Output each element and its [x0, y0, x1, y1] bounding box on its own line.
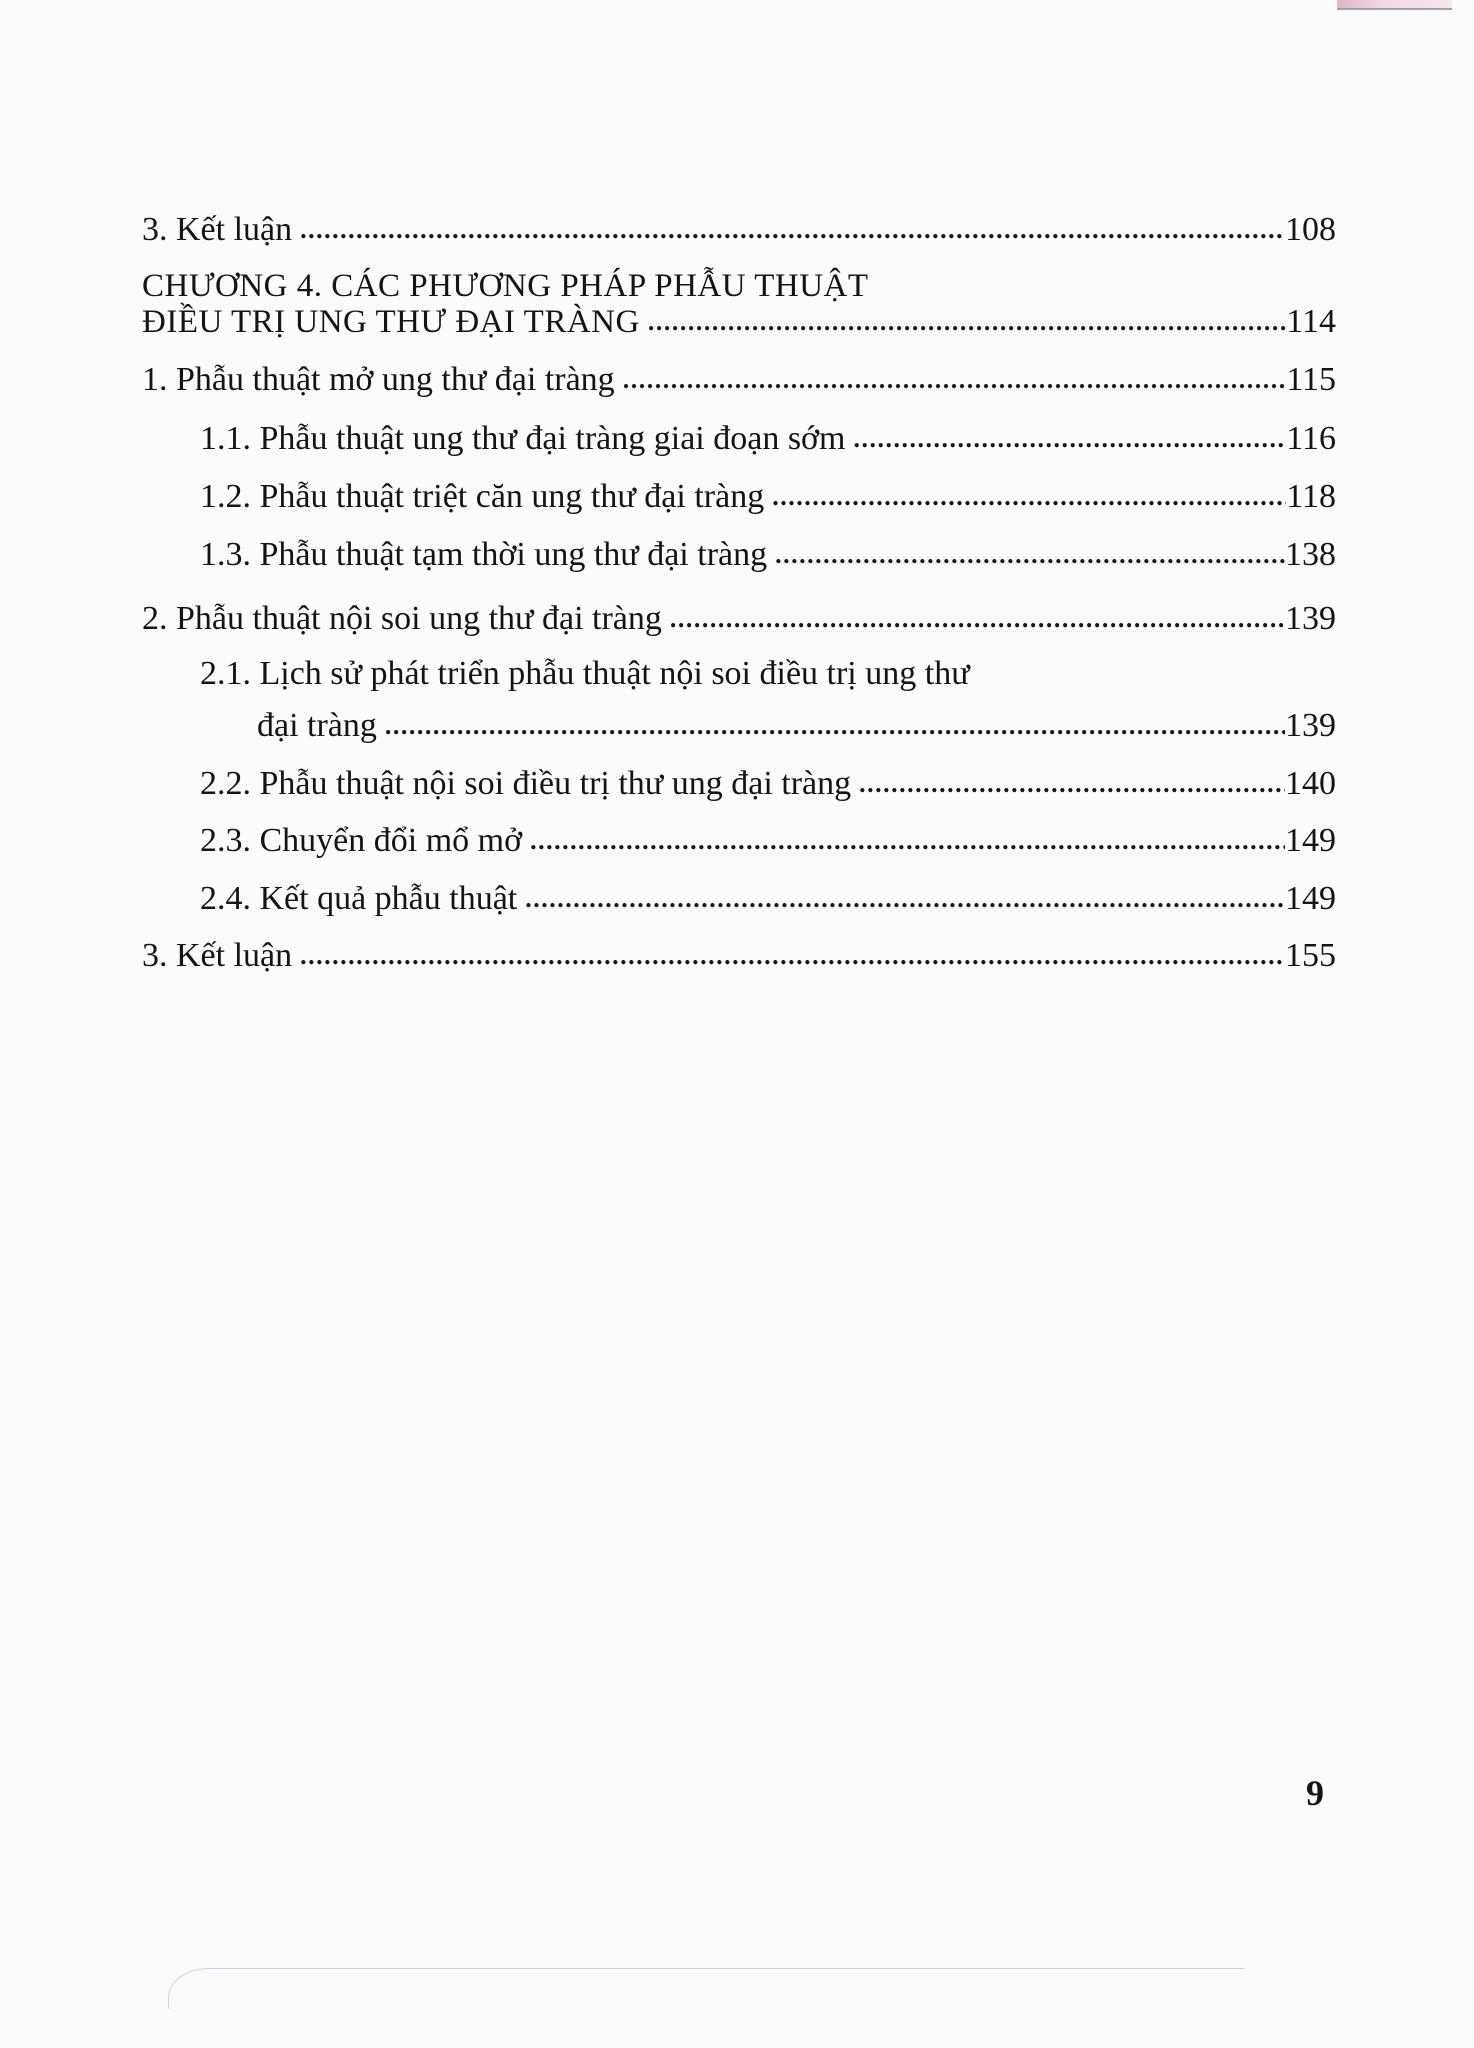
toc-entry[interactable]: [142, 652, 1336, 696]
toc-entry-page: 108: [1285, 211, 1336, 248]
toc-entry[interactable]: [142, 877, 1336, 921]
scan-artifact-edge: [168, 1968, 1244, 2009]
dot-leader: [648, 300, 1286, 344]
toc-entry-label: 1.3. Phẫu thuật tạm thời ung thư đại tràng: [200, 536, 768, 573]
dot-leader: [772, 475, 1286, 519]
toc-entry[interactable]: [142, 475, 1336, 519]
toc-entry[interactable]: [142, 533, 1336, 577]
toc-entry-label: 2.1. Lịch sử phát triển phẫu thuật nội soi điều trị ung thư: [200, 655, 970, 692]
scan-artifact-tab: [1337, 0, 1452, 10]
toc-entry-page: 140: [1285, 765, 1336, 802]
toc-entry[interactable]: [142, 762, 1336, 806]
dot-leader: [300, 934, 1285, 978]
toc-entry-page: 138: [1285, 536, 1336, 573]
dot-leader: [623, 358, 1287, 402]
toc-chapter-heading[interactable]: [142, 300, 1336, 344]
dot-leader: [300, 208, 1285, 252]
toc-entry-page: 115: [1286, 361, 1336, 398]
toc-entry-page: 155: [1285, 937, 1336, 974]
toc-entry-label: ĐIỀU TRỊ UNG THƯ ĐẠI TRÀNG: [142, 304, 640, 340]
toc-entry[interactable]: [142, 208, 1336, 252]
toc-entry-label: 1.1. Phẫu thuật ung thư đại tràng giai đoạn sớm: [200, 420, 846, 457]
toc-entry-page: 149: [1285, 880, 1336, 917]
toc-entry-label: 2.4. Kết quả phẫu thuật: [200, 880, 518, 917]
dot-leader: [525, 877, 1285, 921]
toc-entry[interactable]: [142, 417, 1336, 461]
toc-entry-continuation[interactable]: [142, 704, 1336, 748]
dot-leader: [530, 819, 1285, 863]
dot-leader: [978, 652, 1336, 696]
toc-entry-page: 116: [1286, 420, 1336, 457]
toc-entry-label: 1. Phẫu thuật mở ung thư đại tràng: [142, 361, 615, 398]
dot-leader: [859, 762, 1285, 806]
toc-entry-page: 114: [1286, 303, 1336, 340]
dot-leader: [775, 533, 1285, 577]
toc-entry-label: CHƯƠNG 4. CÁC PHƯƠNG PHÁP PHẪU THUẬT: [142, 268, 869, 304]
toc-entry-label: 3. Kết luận: [142, 937, 293, 974]
toc-entry-label: 2. Phẫu thuật nội soi ung thư đại tràng: [142, 600, 662, 637]
toc-entry-label: 3. Kết luận: [142, 211, 293, 248]
toc-entry-page: 118: [1286, 478, 1336, 515]
dot-leader: [385, 704, 1285, 748]
page-number: 9: [1306, 1773, 1324, 1813]
toc-entry-page: 139: [1285, 600, 1336, 637]
toc-entry[interactable]: [142, 934, 1336, 978]
toc-entry[interactable]: [142, 358, 1336, 402]
toc-entry-page: 149: [1285, 822, 1336, 859]
toc-entry-label: 1.2. Phẫu thuật triệt căn ung thư đại tràng: [200, 478, 765, 515]
dot-leader: [854, 417, 1287, 461]
toc-entry-label: 2.2. Phẫu thuật nội soi điều trị thư ung đại tràng: [200, 765, 852, 802]
toc-entry-label: 2.3. Chuyển đổi mổ mở: [200, 822, 523, 859]
toc-entry[interactable]: [142, 597, 1336, 641]
toc-entry[interactable]: [142, 819, 1336, 863]
toc-entry-label: đại tràng: [257, 707, 377, 744]
toc-entry-page: 139: [1285, 707, 1336, 744]
dot-leader: [670, 597, 1285, 641]
